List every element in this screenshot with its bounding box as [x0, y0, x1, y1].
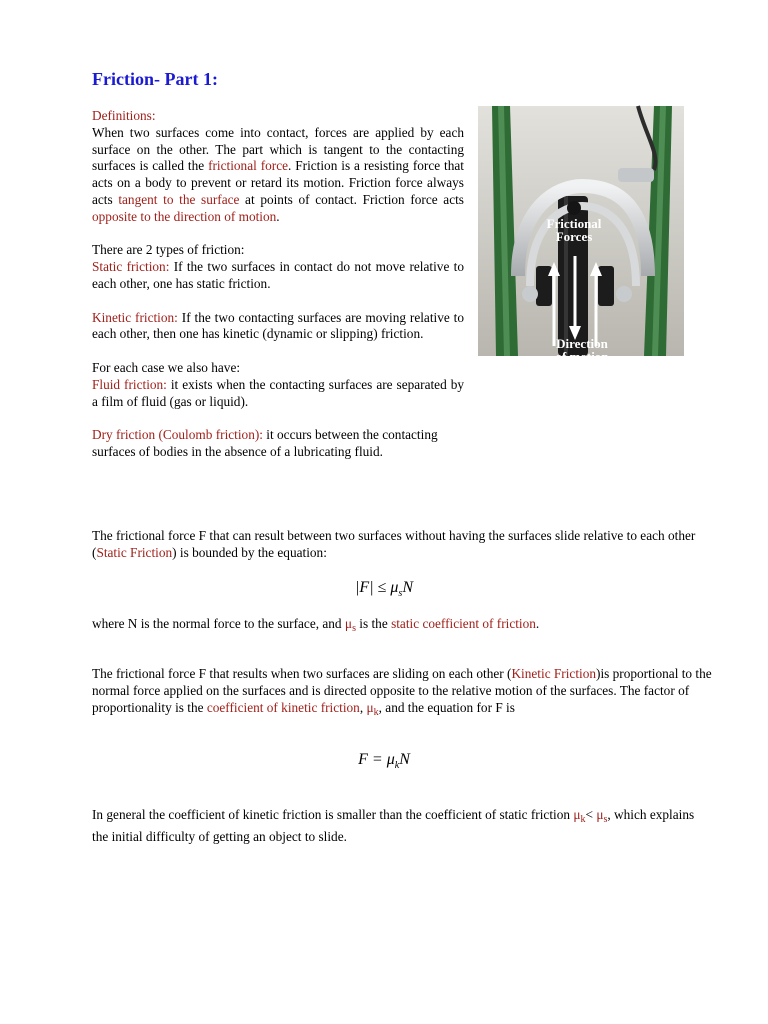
kinetic-friction-label: Kinetic friction:: [92, 309, 178, 325]
equation-subscript: k: [394, 760, 400, 772]
kinetic-friction-paragraph: [92, 666, 712, 721]
mu-subscript: s: [603, 814, 608, 825]
label-direction: Direction: [556, 336, 608, 351]
page-title: Friction- Part 1:: [92, 69, 218, 89]
definition-paragraph: [92, 125, 464, 226]
term-kinetic-coefficient: coefficient of kinetic friction: [206, 699, 360, 715]
label-of-motion: of motion: [555, 349, 609, 364]
mu-symbol: μ: [573, 807, 581, 822]
equation-subscript: s: [398, 588, 403, 600]
text-run: If the two surfaces in contact do not move relative to each other, one has static friction.: [92, 259, 464, 291]
mu-subscript: k: [373, 706, 379, 718]
text-run: The frictional force F that can result between two surfaces without having the surfaces slide relative to each other (: [92, 528, 696, 560]
equation-rhs: N: [402, 579, 413, 596]
brake-pad-left: [536, 266, 552, 306]
mu-subscript: s: [352, 623, 356, 634]
term-static-coefficient: static coefficient of friction: [391, 616, 536, 631]
text-run: , and the equation for F is: [378, 699, 515, 715]
static-friction-definition: [92, 259, 464, 293]
static-friction-section: [92, 528, 712, 562]
kinetic-friction-equation: [0, 752, 768, 775]
static-friction-label: Static friction:: [92, 259, 170, 275]
text-run: When two surfaces come into contact, forces are applied by each surface on the other. The part which is tangent to the contacting surfaces is called the: [92, 124, 464, 174]
text-run: .: [276, 208, 280, 224]
label-frictional: Frictional: [546, 216, 602, 231]
text-run: is the: [355, 616, 392, 631]
term-frictional-force: frictional force: [208, 158, 289, 174]
mu-symbol: μ: [344, 616, 353, 631]
text-run: ,: [359, 699, 367, 715]
text-run: If the two contacting surfaces are moving relative to each other, then one has kinetic (dynamic or slipping) friction.: [92, 309, 464, 342]
term-static-friction: Static Friction: [96, 544, 173, 560]
where-paragraph: [92, 616, 712, 638]
text-run: . Friction is a resisting force that acts on a body to prevent or retard its motion. Friction force always acts: [92, 158, 464, 207]
static-friction-paragraph: [92, 528, 712, 562]
text-run: it exists when the contacting surfaces are separated by a film of fluid (gas or liquid).: [92, 376, 464, 409]
dry-friction-definition: [92, 427, 464, 461]
term-kinetic-friction: Kinetic Friction: [511, 666, 597, 681]
definitions-heading: Definitions:: [92, 108, 156, 123]
text-run: )is proportional to the normal force applied on the surfaces and is directed opposite to the relative motion of the surfaces. The factor of proportionality is the: [92, 666, 712, 715]
dry-friction-label: Dry friction (Coulomb friction):: [92, 427, 263, 443]
text-run: , which explains the initial difficulty of getting an object to slide.: [92, 807, 695, 844]
conclusion-paragraph: [92, 807, 712, 846]
text-run: it occurs between the contacting surfaces of bodies in the absence of a lubricating fluid.: [92, 427, 438, 459]
conclusion-section: [92, 807, 712, 846]
term-opposite-direction: opposite to the direction of motion: [92, 208, 277, 224]
static-where-line: [92, 616, 712, 638]
kinetic-friction-definition: [92, 310, 464, 344]
brake-caliper-figure: [478, 106, 684, 364]
mu-symbol: μ: [596, 807, 604, 822]
types-intro: There are 2 types of friction:: [92, 242, 245, 258]
brake-pad-right: [598, 266, 614, 306]
kinetic-friction-section: [92, 666, 712, 721]
text-run: The frictional force F that results when two surfaces are sliding on each other (: [92, 666, 512, 681]
text-run: In general the coefficient of kinetic friction is smaller than the coefficient of static friction: [92, 807, 574, 822]
text-run: ) is bounded by the equation:: [172, 544, 327, 560]
definitions-section: [92, 108, 464, 461]
mu-symbol: μ: [366, 699, 374, 715]
brake-caliper-illustration: [478, 106, 684, 364]
text-run: at points of contact. Friction force acts: [239, 191, 464, 207]
equation-lhs: F = μ: [358, 751, 395, 768]
label-forces: Forces: [555, 229, 593, 244]
fluid-friction-definition: [92, 377, 464, 411]
term-tangent: tangent to the surface: [118, 191, 240, 207]
text-run: .: [535, 616, 540, 631]
mu-subscript: k: [580, 814, 586, 825]
equation-lhs: |F| ≤ μ: [355, 579, 399, 596]
less-than-sign: <: [585, 807, 597, 822]
each-case-intro: For each case we also have:: [92, 359, 241, 375]
static-friction-equation: [0, 580, 768, 603]
equation-rhs: N: [399, 751, 410, 768]
text-run: where N is the normal force to the surface, and: [92, 616, 345, 631]
fluid-friction-label: Fluid friction:: [92, 376, 167, 392]
